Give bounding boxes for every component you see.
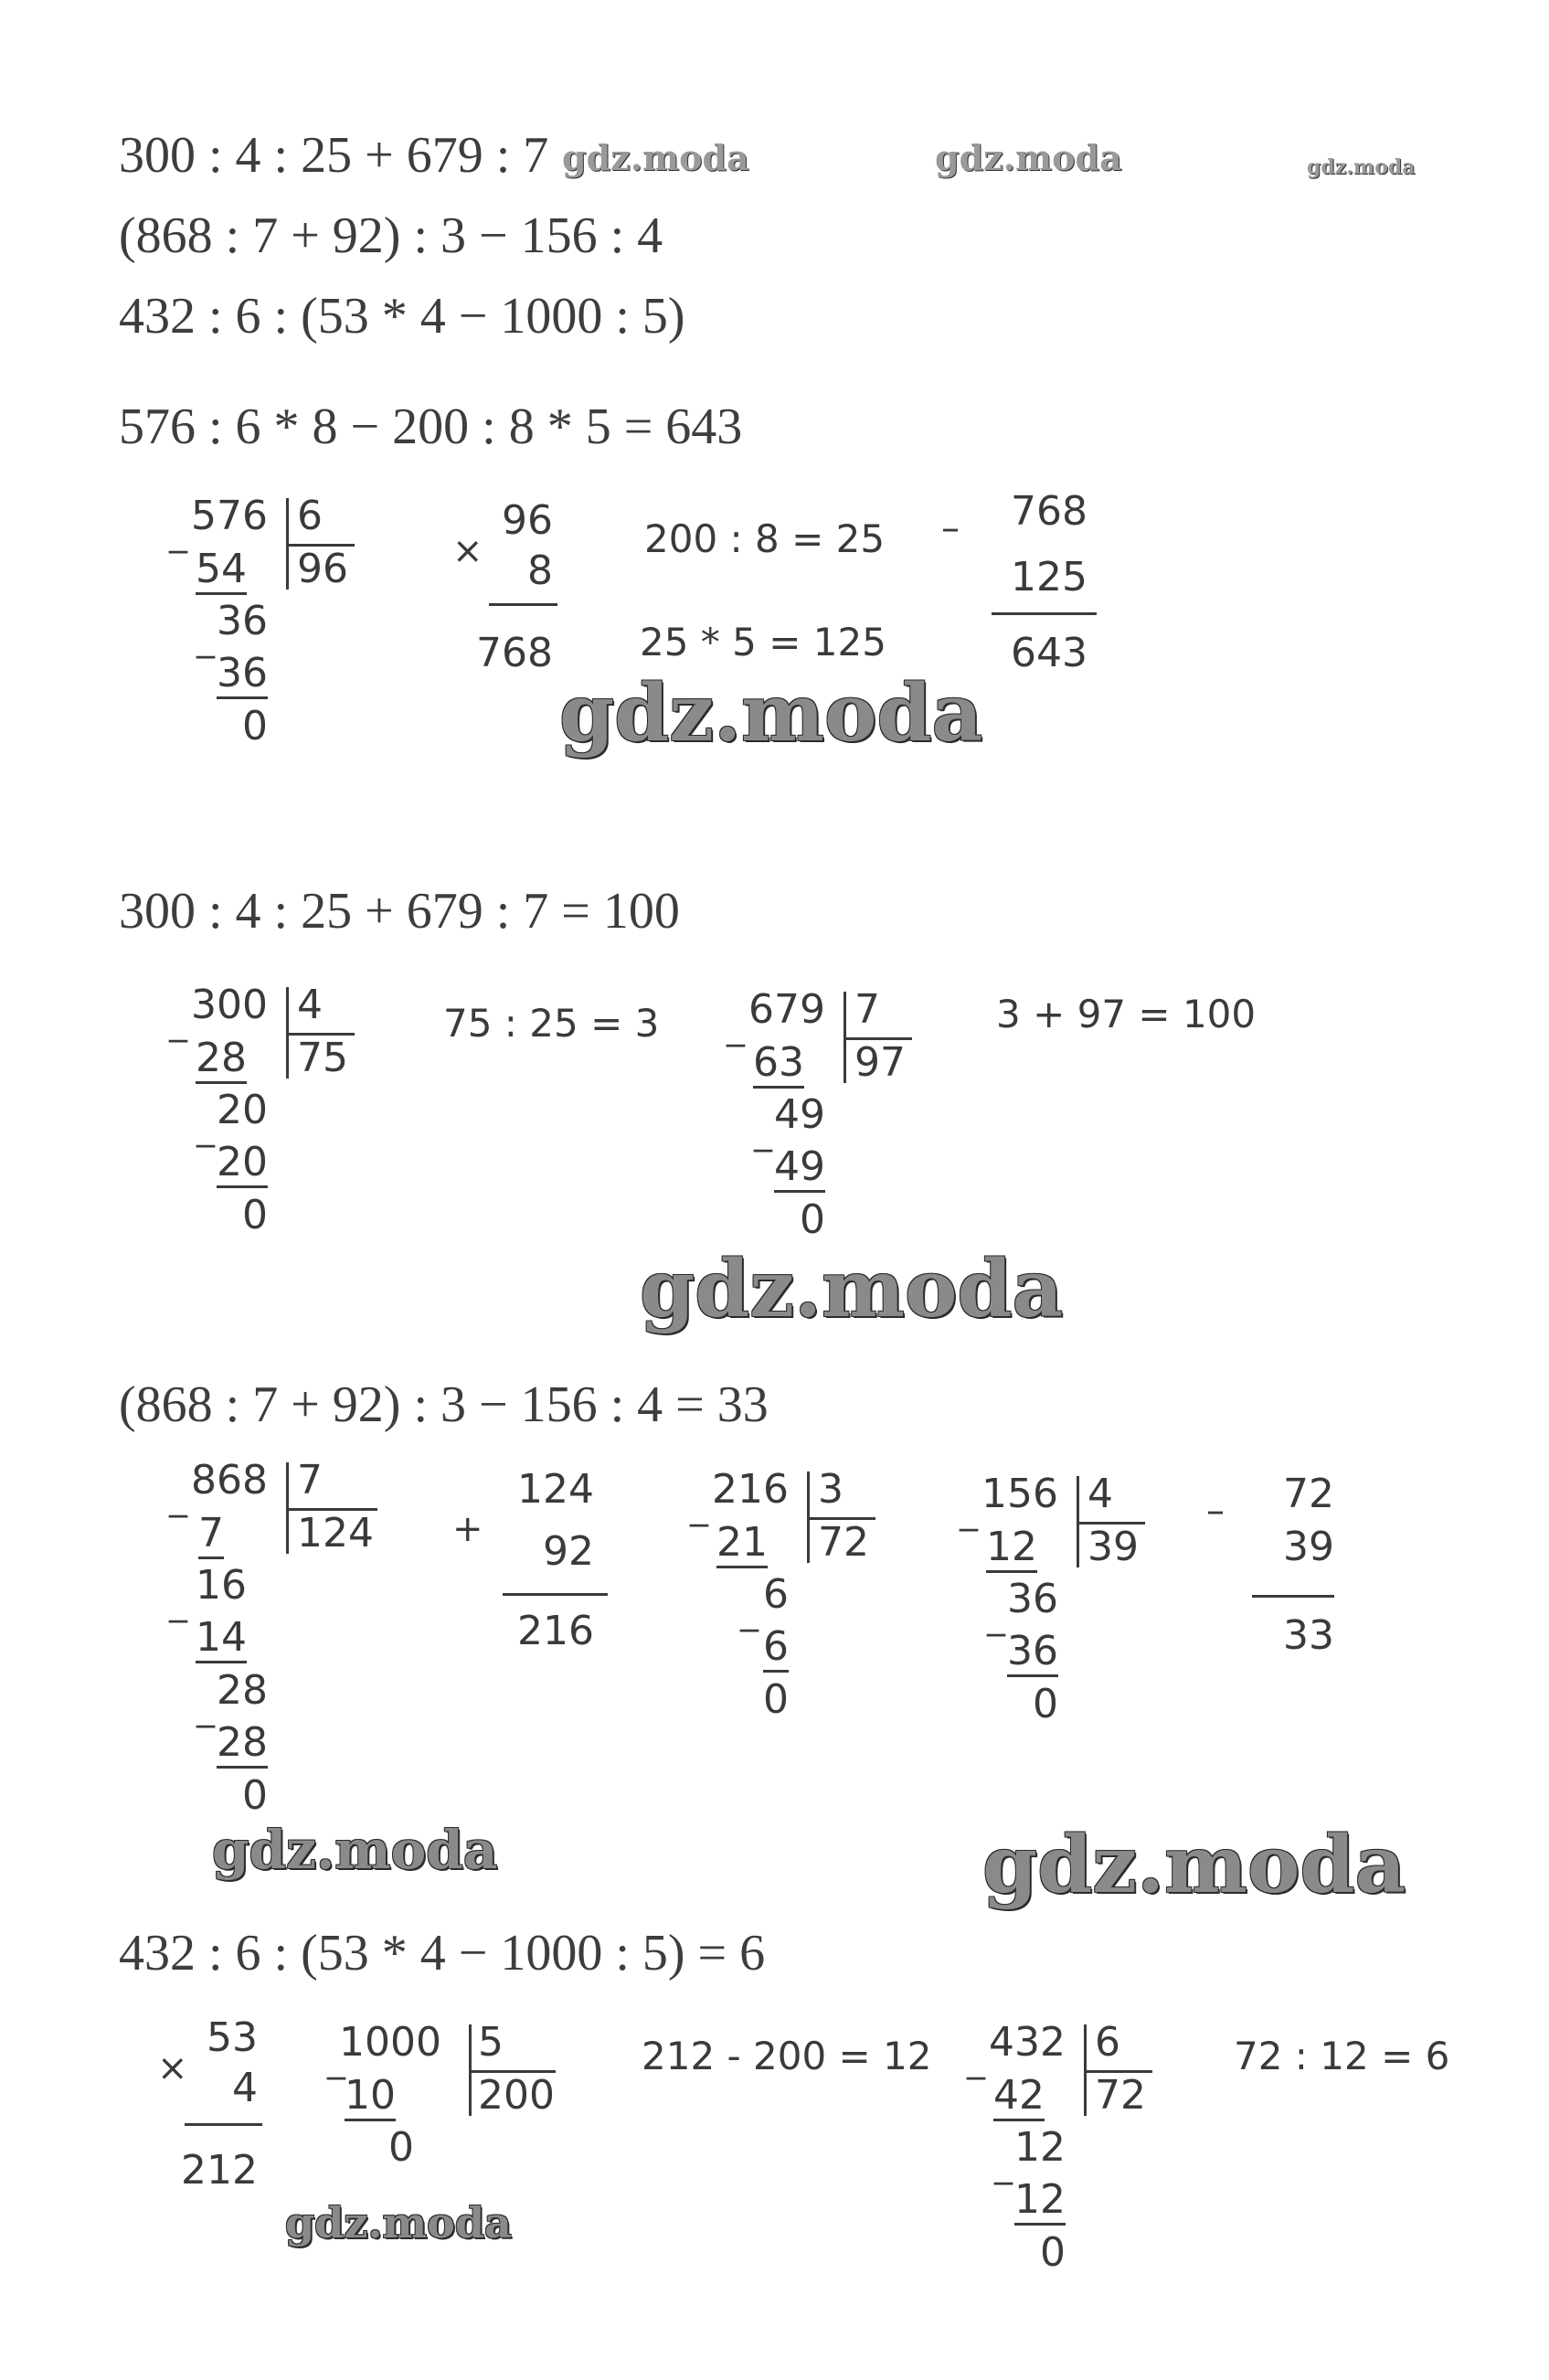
long-division-432-by-6 [967, 2020, 1168, 2285]
quotient: 96 [297, 546, 348, 592]
divisor: 5 [478, 2019, 504, 2066]
dividend: 216 [712, 1466, 789, 1513]
minus-sign: _ [727, 1005, 745, 1047]
multiplication-96-by-8 [452, 498, 571, 681]
long-division-679-by-7 [727, 987, 928, 1252]
subtrahend: 63 [753, 1040, 804, 1089]
minus-sign: _ [169, 1476, 187, 1518]
solution-heading-1: 576 : 6 * 8 − 200 : 8 * 5 = 643 [119, 398, 743, 455]
dividend: 868 [191, 1457, 268, 1503]
minus-sign: _ [169, 1001, 187, 1043]
long-division-300-by-4 [169, 983, 370, 1248]
watermark: gdz.moda [935, 137, 1122, 178]
factor: 96 [502, 497, 553, 544]
quotient: 72 [1095, 2072, 1146, 2119]
final-remainder: 0 [763, 1676, 789, 1723]
remainder: 6 [763, 1571, 789, 1618]
divisor: 6 [297, 493, 323, 539]
subtrahend: 14 [196, 1615, 247, 1663]
subtrahend: 54 [196, 547, 247, 595]
addend: 124 [517, 1466, 594, 1513]
final-remainder: 0 [388, 2124, 414, 2171]
subtrahend: 12 [1014, 2177, 1066, 2226]
solution-heading-2: 300 : 4 : 25 + 679 : 7 = 100 [119, 883, 680, 940]
final-remainder: 0 [242, 1192, 268, 1238]
divisor: 6 [1095, 2019, 1120, 2066]
difference: 643 [1011, 630, 1087, 676]
dividend: 156 [981, 1471, 1058, 1517]
equation: 25 * 5 = 125 [640, 620, 886, 664]
subtrahend: 49 [774, 1144, 825, 1193]
dividend: 679 [748, 986, 825, 1033]
minus-sign: _ [987, 1595, 1005, 1637]
subtraction-768-minus-125 [941, 489, 1106, 690]
quotient: 39 [1087, 1524, 1139, 1570]
addend: 92 [543, 1528, 594, 1575]
minus-sign: _ [327, 2038, 345, 2080]
difference: 33 [1283, 1612, 1334, 1659]
watermark: gdz.moda [1307, 155, 1416, 179]
minus-sign: – [941, 507, 960, 549]
minus-sign: _ [754, 1110, 772, 1153]
subtrahend: 42 [993, 2073, 1045, 2121]
equation: 75 : 25 = 3 [443, 1001, 660, 1046]
minus-sign: _ [690, 1485, 708, 1527]
solution-heading-3: (868 : 7 + 92) : 3 − 156 : 4 = 33 [119, 1376, 769, 1433]
divisor: 7 [854, 986, 880, 1033]
equation: 3 + 97 = 100 [996, 992, 1257, 1036]
factor: 8 [527, 547, 553, 594]
watermark: gdz.moda [559, 667, 983, 760]
minus-sign: _ [740, 1590, 759, 1632]
divisor: 4 [1087, 1471, 1113, 1517]
remainder: 16 [196, 1562, 247, 1609]
factor: 53 [207, 2014, 258, 2061]
product: 768 [476, 630, 553, 676]
addition-124-plus-92 [452, 1466, 617, 1654]
minuend: 72 [1283, 1471, 1334, 1517]
final-remainder: 0 [242, 1772, 268, 1819]
divisor: 4 [297, 982, 323, 1028]
remainder: 36 [1007, 1576, 1058, 1622]
subtrahend: 7 [198, 1511, 224, 1559]
task-expression-1: 300 : 4 : 25 + 679 : 7 [119, 127, 549, 184]
minus-sign: _ [169, 512, 187, 554]
minus-sign: _ [196, 1106, 215, 1148]
long-division-1000-by-5 [327, 2020, 565, 2184]
divisor: 7 [297, 1457, 323, 1503]
quotient: 72 [818, 1519, 869, 1566]
remainder: 20 [217, 1087, 268, 1133]
subtrahend: 28 [217, 1720, 268, 1769]
minus-sign: _ [196, 617, 215, 659]
times-sign: × [452, 530, 483, 572]
dividend: 432 [989, 2019, 1066, 2066]
watermark: gdz.moda [640, 1243, 1064, 1335]
subtrahend: 36 [217, 651, 268, 699]
minus-sign: _ [994, 2143, 1013, 2185]
minus-sign: _ [960, 1490, 978, 1532]
final-remainder: 0 [800, 1196, 825, 1243]
remainder: 36 [217, 598, 268, 644]
sum: 216 [517, 1608, 594, 1654]
times-sign: × [157, 2047, 188, 2089]
quotient: 200 [478, 2072, 555, 2119]
minuend: 768 [1011, 488, 1087, 535]
subtrahend: 28 [196, 1036, 247, 1084]
subtrahend: 21 [716, 1520, 768, 1568]
quotient: 124 [297, 1510, 374, 1557]
solution-heading-4: 432 : 6 : (53 * 4 − 1000 : 5) = 6 [119, 1925, 766, 1982]
watermark: gdz.moda [285, 2198, 512, 2247]
subtrahend: 20 [217, 1140, 268, 1188]
subtrahend: 36 [1007, 1629, 1058, 1677]
long-division-156-by-4 [960, 1472, 1161, 1737]
final-remainder: 0 [242, 703, 268, 749]
final-remainder: 0 [1040, 2229, 1066, 2276]
quotient: 75 [297, 1035, 348, 1081]
watermark: gdz.moda [562, 137, 749, 178]
minus-sign: – [1206, 1490, 1225, 1532]
subtrahend: 39 [1283, 1524, 1334, 1570]
minus-sign: _ [196, 1686, 215, 1728]
equation: 200 : 8 = 25 [644, 516, 886, 561]
remainder: 49 [774, 1091, 825, 1138]
factor: 4 [232, 2065, 258, 2111]
equation: 72 : 12 = 6 [1234, 2034, 1450, 2078]
task-expression-3: 432 : 6 : (53 * 4 − 1000 : 5) [119, 288, 685, 345]
remainder: 28 [217, 1667, 268, 1714]
long-division-576-by-6 [169, 494, 370, 759]
divisor: 3 [818, 1466, 843, 1513]
long-division-868-by-7 [169, 1458, 398, 1833]
subtraction-72-minus-39 [1206, 1471, 1353, 1659]
subtrahend: 125 [1011, 554, 1087, 600]
remainder: 12 [1014, 2124, 1066, 2171]
task-expression-2: (868 : 7 + 92) : 3 − 156 : 4 [119, 207, 663, 264]
subtrahend: 6 [763, 1624, 789, 1673]
final-remainder: 0 [1033, 1681, 1058, 1727]
subtrahend: 10 [345, 2073, 396, 2121]
watermark: gdz.moda [982, 1819, 1406, 1911]
long-division-216-by-3 [690, 1467, 891, 1732]
watermark: gdz.moda [212, 1819, 498, 1881]
subtrahend: 12 [986, 1525, 1037, 1573]
multiplication-53-by-4 [157, 2015, 276, 2198]
minus-sign: _ [169, 1581, 187, 1623]
dividend: 576 [191, 493, 268, 539]
product: 212 [181, 2147, 258, 2194]
dividend: 300 [191, 982, 268, 1028]
quotient: 97 [854, 1039, 906, 1086]
dividend: 1000 [339, 2019, 441, 2066]
plus-sign: + [452, 1508, 483, 1550]
equation: 212 - 200 = 12 [642, 2034, 932, 2078]
minus-sign: _ [967, 2038, 985, 2080]
